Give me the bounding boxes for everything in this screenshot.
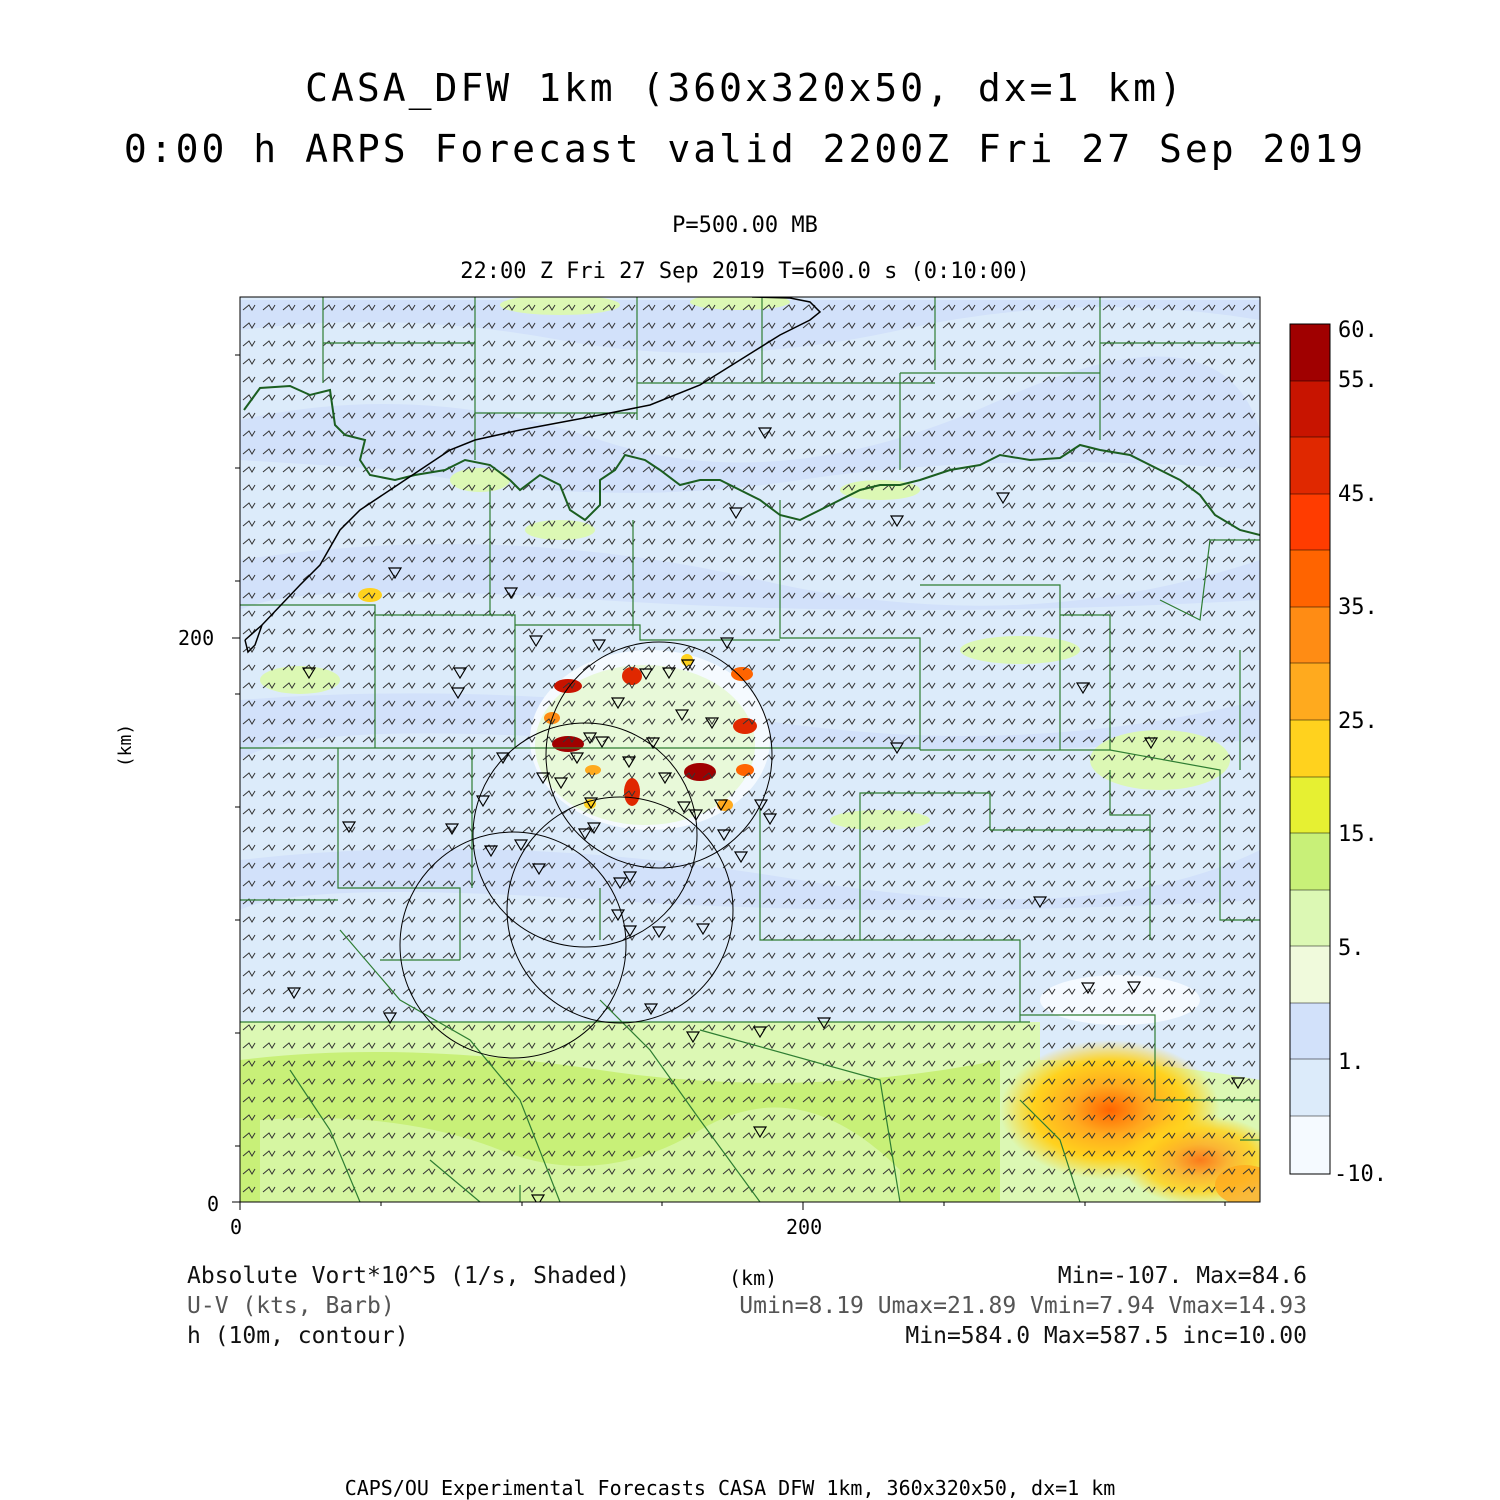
colorbar-label-55: 55.	[1338, 368, 1378, 393]
valid-time: 22:00 Z Fri 27 Sep 2019 T=600.0 s (0:10:00)	[460, 259, 1030, 284]
colorbar-label-60: 60.	[1338, 318, 1378, 343]
legend-stats-vorticity: Min=-107. Max=84.6	[1057, 1263, 1307, 1289]
legend-stats-height: Min=584.0 Max=587.5 inc=10.00	[905, 1323, 1307, 1349]
vorticity-shading	[240, 294, 1280, 1205]
x-tick-0: 0	[230, 1215, 243, 1239]
colorbar-label-15: 15.	[1338, 822, 1378, 847]
footer-credit: CAPS/OU Experimental Forecasts CASA DFW 1km, 360x320x50, dx=1 km	[344, 1476, 1116, 1500]
legend-field-vorticity: Absolute Vort*10^5 (1/s, Shaded)	[187, 1263, 631, 1289]
y-tick-200: 200	[178, 626, 215, 650]
colorbar-label-45: 45.	[1338, 482, 1378, 507]
pressure-level: P=500.00 MB	[672, 213, 818, 238]
y-axis-unit: (km)	[115, 723, 137, 768]
colorbar-label-25: 25.	[1338, 709, 1378, 734]
legend-field-height: h (10m, contour)	[187, 1323, 409, 1349]
colorbar-label-1: 1.	[1338, 1050, 1365, 1075]
legend-field-wind: U-V (kts, Barb)	[187, 1293, 395, 1319]
title-line-2: 0:00 h ARPS Forecast valid 2200Z Fri 27 Sep 2019	[123, 127, 1367, 171]
legend-stats-wind: Umin=8.19 Umax=21.89 Vmin=7.94 Vmax=14.93	[739, 1293, 1307, 1319]
y-tick-0: 0	[207, 1192, 220, 1216]
x-axis-unit: (km)	[729, 1266, 778, 1290]
colorbar-label-minus10: -10.	[1334, 1162, 1387, 1187]
colorbar-label-5: 5.	[1338, 936, 1365, 961]
title-line-1: CASA_DFW 1km (360x320x50, dx=1 km)	[305, 66, 1185, 110]
x-tick-200: 200	[786, 1215, 823, 1239]
colorbar-label-35: 35.	[1338, 595, 1378, 620]
colorbar	[1290, 324, 1330, 1174]
